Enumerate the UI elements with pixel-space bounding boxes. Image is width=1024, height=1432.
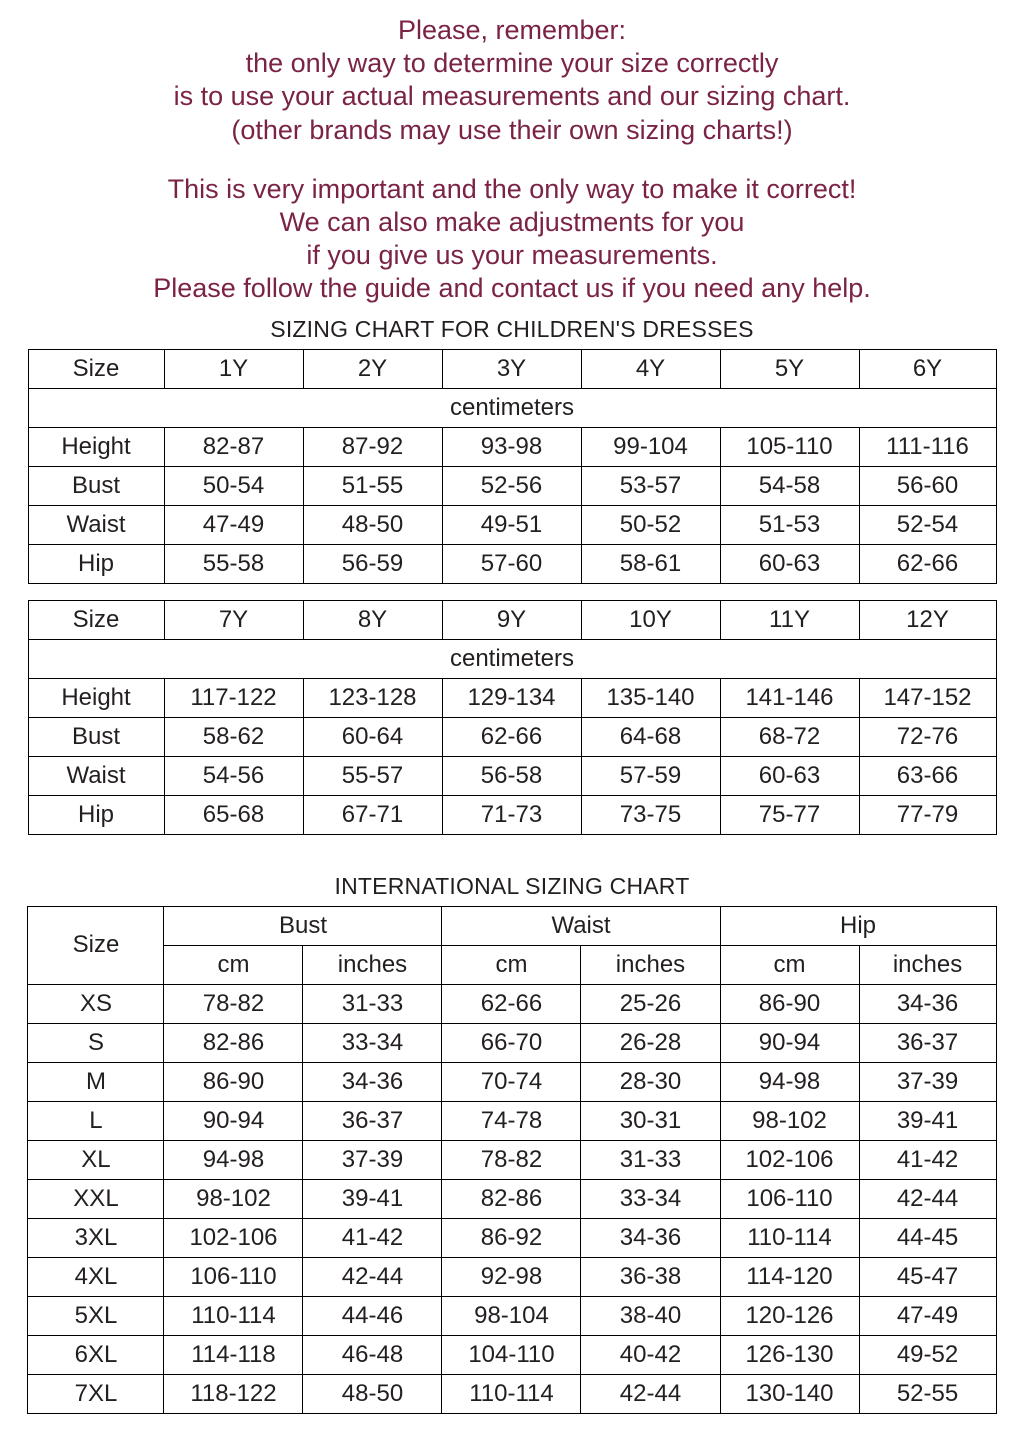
row-label: Hip xyxy=(28,795,164,834)
row-label: L xyxy=(28,1101,164,1140)
unit-header: inches xyxy=(303,945,442,984)
column-header: 4Y xyxy=(581,349,720,388)
table-cell: 39-41 xyxy=(303,1179,442,1218)
column-header: 10Y xyxy=(581,600,720,639)
table-cell: 33-34 xyxy=(581,1179,720,1218)
row-label: XXL xyxy=(28,1179,164,1218)
table-cell: 46-48 xyxy=(303,1335,442,1374)
table-cell: 58-62 xyxy=(164,717,303,756)
unit-header: cm xyxy=(164,945,303,984)
table-row xyxy=(28,544,996,583)
table-row xyxy=(28,1374,996,1413)
table-cell: 110-114 xyxy=(164,1296,303,1335)
table-cell: 57-59 xyxy=(581,756,720,795)
row-label: Waist xyxy=(28,756,164,795)
table-cell: 70-74 xyxy=(442,1062,581,1101)
table-cell: 99-104 xyxy=(581,427,720,466)
column-header: 1Y xyxy=(164,349,303,388)
row-label: Height xyxy=(28,678,164,717)
table-cell: 42-44 xyxy=(581,1374,720,1413)
table-cell: 65-68 xyxy=(164,795,303,834)
table-cell: 102-106 xyxy=(720,1140,859,1179)
column-header: Size xyxy=(28,600,164,639)
group-header-hip: Hip xyxy=(720,906,996,945)
table-cell: 53-57 xyxy=(581,466,720,505)
table-cell: 49-51 xyxy=(442,505,581,544)
table-spacer xyxy=(0,584,1024,600)
column-header: 7Y xyxy=(164,600,303,639)
intl-chart-title: INTERNATIONAL SIZING CHART xyxy=(334,872,690,899)
unit-label: centimeters xyxy=(28,639,996,678)
table-cell: 147-152 xyxy=(859,678,996,717)
table-cell: 120-126 xyxy=(720,1296,859,1335)
table-cell: 62-66 xyxy=(859,544,996,583)
unit-header: cm xyxy=(720,945,859,984)
table-cell: 94-98 xyxy=(720,1062,859,1101)
table-cell: 38-40 xyxy=(581,1296,720,1335)
table-cell: 37-39 xyxy=(303,1140,442,1179)
table-cell: 56-60 xyxy=(859,466,996,505)
table-cell: 110-114 xyxy=(442,1374,581,1413)
table-cell: 60-64 xyxy=(303,717,442,756)
unit-label: centimeters xyxy=(28,388,996,427)
table-cell: 34-36 xyxy=(303,1062,442,1101)
column-header: 12Y xyxy=(859,600,996,639)
section-spacer xyxy=(0,835,1024,863)
column-header: Size xyxy=(28,349,164,388)
table-header-row xyxy=(28,349,996,388)
table-row xyxy=(28,1101,996,1140)
table-cell: 87-92 xyxy=(303,427,442,466)
table-cell: 93-98 xyxy=(442,427,581,466)
table-cell: 106-110 xyxy=(720,1179,859,1218)
group-header-bust: Bust xyxy=(164,906,442,945)
table-cell: 123-128 xyxy=(303,678,442,717)
row-label: Hip xyxy=(28,544,164,583)
table-cell: 66-70 xyxy=(442,1023,581,1062)
row-label: 3XL xyxy=(28,1218,164,1257)
table-cell: 62-66 xyxy=(442,717,581,756)
table-cell: 26-28 xyxy=(581,1023,720,1062)
table-cell: 64-68 xyxy=(581,717,720,756)
table-row xyxy=(28,795,996,834)
international-sizing-table xyxy=(27,906,996,1414)
table-cell: 48-50 xyxy=(303,1374,442,1413)
table-cell: 52-56 xyxy=(442,466,581,505)
table-header-row xyxy=(28,906,996,945)
table-cell: 25-26 xyxy=(581,984,720,1023)
table-cell: 68-72 xyxy=(720,717,859,756)
table-cell: 78-82 xyxy=(442,1140,581,1179)
table-cell: 118-122 xyxy=(164,1374,303,1413)
table-cell: 78-82 xyxy=(164,984,303,1023)
table-row xyxy=(28,678,996,717)
table-cell: 102-106 xyxy=(164,1218,303,1257)
intro-line: is to use your actual measurements and our sizing chart. xyxy=(173,81,851,112)
column-header: 3Y xyxy=(442,349,581,388)
table-cell: 36-38 xyxy=(581,1257,720,1296)
table-cell: 33-34 xyxy=(303,1023,442,1062)
table-cell: 31-33 xyxy=(581,1140,720,1179)
table-cell: 37-39 xyxy=(859,1062,996,1101)
table-row xyxy=(28,984,996,1023)
column-header: 9Y xyxy=(442,600,581,639)
table-cell: 105-110 xyxy=(720,427,859,466)
table-cell: 36-37 xyxy=(303,1101,442,1140)
row-label: 5XL xyxy=(28,1296,164,1335)
table-cell: 98-104 xyxy=(442,1296,581,1335)
table-cell: 41-42 xyxy=(303,1218,442,1257)
table-cell: 67-71 xyxy=(303,795,442,834)
table-row xyxy=(28,1257,996,1296)
table-cell: 77-79 xyxy=(859,795,996,834)
table-cell: 48-50 xyxy=(303,505,442,544)
table-row xyxy=(28,1296,996,1335)
column-header: 2Y xyxy=(303,349,442,388)
unit-header: cm xyxy=(442,945,581,984)
row-label: Bust xyxy=(28,717,164,756)
intro-line: (other brands may use their own sizing charts!) xyxy=(231,114,793,145)
table-cell: 54-56 xyxy=(164,756,303,795)
table-cell: 135-140 xyxy=(581,678,720,717)
table-row xyxy=(28,756,996,795)
table-cell: 42-44 xyxy=(303,1257,442,1296)
row-label: 6XL xyxy=(28,1335,164,1374)
table-cell: 51-55 xyxy=(303,466,442,505)
intro-text xyxy=(0,0,1024,306)
row-label: S xyxy=(28,1023,164,1062)
intro-line: Please follow the guide and contact us if you need any help. xyxy=(153,273,871,304)
row-label: 7XL xyxy=(28,1374,164,1413)
unit-header: inches xyxy=(581,945,720,984)
table-cell: 36-37 xyxy=(859,1023,996,1062)
table-cell: 58-61 xyxy=(581,544,720,583)
table-cell: 49-52 xyxy=(859,1335,996,1374)
table-cell: 63-66 xyxy=(859,756,996,795)
table-cell: 52-55 xyxy=(859,1374,996,1413)
table-row xyxy=(28,505,996,544)
table-cell: 55-58 xyxy=(164,544,303,583)
table-cell: 39-41 xyxy=(859,1101,996,1140)
table-cell: 50-52 xyxy=(581,505,720,544)
row-label: Bust xyxy=(28,466,164,505)
table-cell: 141-146 xyxy=(720,678,859,717)
table-cell: 44-46 xyxy=(303,1296,442,1335)
table-cell: 42-44 xyxy=(859,1179,996,1218)
table-row xyxy=(28,1218,996,1257)
table-cell: 47-49 xyxy=(859,1296,996,1335)
table-cell: 92-98 xyxy=(442,1257,581,1296)
table-cell: 40-42 xyxy=(581,1335,720,1374)
table-cell: 114-120 xyxy=(720,1257,859,1296)
table-cell: 72-76 xyxy=(859,717,996,756)
table-cell: 71-73 xyxy=(442,795,581,834)
table-cell: 34-36 xyxy=(581,1218,720,1257)
table-row xyxy=(28,1140,996,1179)
table-cell: 31-33 xyxy=(303,984,442,1023)
table-cell: 47-49 xyxy=(164,505,303,544)
column-header: 8Y xyxy=(303,600,442,639)
table-cell: 82-86 xyxy=(442,1179,581,1218)
row-label: XS xyxy=(28,984,164,1023)
table-cell: 98-102 xyxy=(164,1179,303,1218)
table-cell: 60-63 xyxy=(720,544,859,583)
table-cell: 111-116 xyxy=(859,427,996,466)
table-cell: 57-60 xyxy=(442,544,581,583)
table-row xyxy=(28,1179,996,1218)
intro-line: This is very important and the only way to make it correct! xyxy=(167,173,857,204)
table-cell: 50-54 xyxy=(164,466,303,505)
table-cell: 106-110 xyxy=(164,1257,303,1296)
table-cell: 34-36 xyxy=(859,984,996,1023)
table-row xyxy=(28,1062,996,1101)
table-cell: 98-102 xyxy=(720,1101,859,1140)
column-header: 6Y xyxy=(859,349,996,388)
table-cell: 94-98 xyxy=(164,1140,303,1179)
table-cell: 129-134 xyxy=(442,678,581,717)
table-cell: 117-122 xyxy=(164,678,303,717)
kids-sizing-table-2 xyxy=(28,600,997,835)
table-cell: 114-118 xyxy=(164,1335,303,1374)
unit-header: inches xyxy=(859,945,996,984)
table-cell: 86-90 xyxy=(720,984,859,1023)
table-header-row xyxy=(28,600,996,639)
table-cell: 90-94 xyxy=(720,1023,859,1062)
intro-line: the only way to determine your size correctly xyxy=(245,48,779,79)
table-cell: 75-77 xyxy=(720,795,859,834)
row-label: 4XL xyxy=(28,1257,164,1296)
table-cell: 104-110 xyxy=(442,1335,581,1374)
table-row xyxy=(28,1023,996,1062)
table-cell: 56-59 xyxy=(303,544,442,583)
table-cell: 82-86 xyxy=(164,1023,303,1062)
table-row xyxy=(28,466,996,505)
row-label: Height xyxy=(28,427,164,466)
table-cell: 41-42 xyxy=(859,1140,996,1179)
kids-sizing-table-1 xyxy=(28,349,997,584)
table-row xyxy=(28,717,996,756)
table-cell: 82-87 xyxy=(164,427,303,466)
table-unit-row xyxy=(28,945,996,984)
kids-chart-title: SIZING CHART FOR CHILDREN'S DRESSES xyxy=(270,315,754,342)
table-cell: 74-78 xyxy=(442,1101,581,1140)
column-header: 11Y xyxy=(720,600,859,639)
table-cell: 55-57 xyxy=(303,756,442,795)
table-row xyxy=(28,1335,996,1374)
intro-line: We can also make adjustments for you xyxy=(279,207,745,238)
table-cell: 86-92 xyxy=(442,1218,581,1257)
table-cell: 45-47 xyxy=(859,1257,996,1296)
table-row xyxy=(28,427,996,466)
table-cell: 44-45 xyxy=(859,1218,996,1257)
unit-row xyxy=(28,388,996,427)
intro-spacer xyxy=(0,147,1024,173)
table-cell: 86-90 xyxy=(164,1062,303,1101)
row-label: M xyxy=(28,1062,164,1101)
unit-row xyxy=(28,639,996,678)
table-cell: 126-130 xyxy=(720,1335,859,1374)
table-cell: 110-114 xyxy=(720,1218,859,1257)
table-cell: 60-63 xyxy=(720,756,859,795)
row-label: XL xyxy=(28,1140,164,1179)
column-header: Size xyxy=(28,906,164,984)
group-header-waist: Waist xyxy=(442,906,720,945)
table-cell: 52-54 xyxy=(859,505,996,544)
intro-line: if you give us your measurements. xyxy=(306,240,718,271)
table-cell: 73-75 xyxy=(581,795,720,834)
row-label: Waist xyxy=(28,505,164,544)
table-cell: 90-94 xyxy=(164,1101,303,1140)
table-cell: 130-140 xyxy=(720,1374,859,1413)
intro-line: Please, remember: xyxy=(397,15,627,45)
table-cell: 56-58 xyxy=(442,756,581,795)
table-cell: 62-66 xyxy=(442,984,581,1023)
table-cell: 30-31 xyxy=(581,1101,720,1140)
table-cell: 28-30 xyxy=(581,1062,720,1101)
table-cell: 51-53 xyxy=(720,505,859,544)
column-header: 5Y xyxy=(720,349,859,388)
table-cell: 54-58 xyxy=(720,466,859,505)
